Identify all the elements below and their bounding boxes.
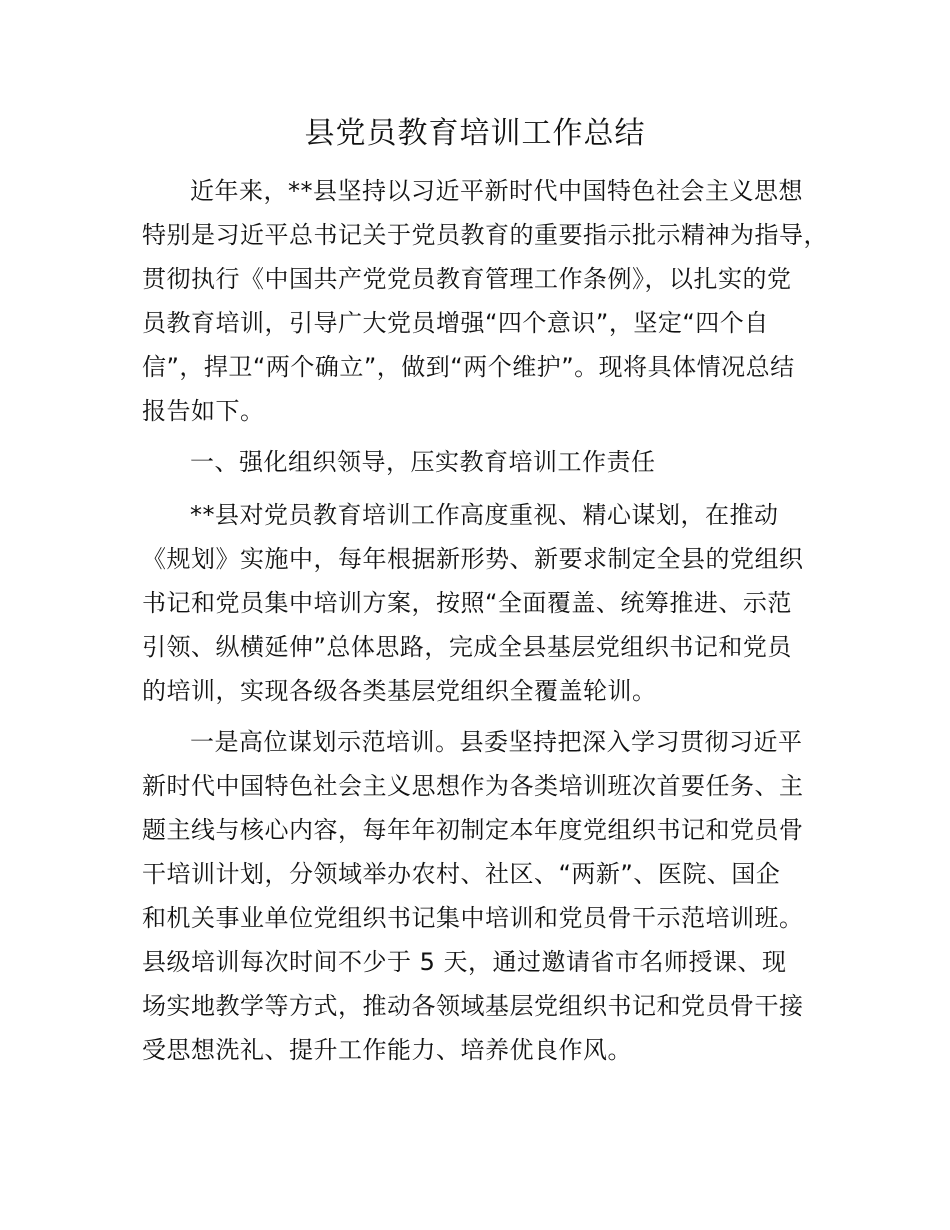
text-line: 题主线与核心内容，每年年初制定本年度党组织书记和党员骨 xyxy=(142,816,804,844)
text-line: 特别是习近平总书记关于党员教育的重要指示批示精神为指导， xyxy=(142,221,828,249)
text-line: 《规划》实施中，每年根据新形势、新要求制定全县的党组织 xyxy=(142,545,804,573)
text-line: 和机关事业单位党组织书记集中培训和党员骨干示范培训班。 xyxy=(142,904,804,932)
text-line: 书记和党员集中培训方案，按照“全面覆盖、统筹推进、示范 xyxy=(142,589,792,617)
text-line: 信”，捍卫“两个确立”，做到“两个维护”。现将具体情况总结 xyxy=(142,353,795,381)
paragraph-body xyxy=(142,493,842,713)
paragraph-body xyxy=(142,720,842,1072)
text-line: 一、强化组织领导，压实教育培训工作责任 xyxy=(190,448,656,476)
text-line: **县对党员教育培训工作高度重视、精心谋划，在推动 xyxy=(190,501,779,529)
document-title: 县党员教育培训工作总结 xyxy=(304,116,646,151)
text-line: 员教育培训，引导广大党员增强“四个意识”，坚定“四个自 xyxy=(142,309,769,337)
text-line: 贯彻执行《中国共产党党员教育管理工作条例》，以扎实的党 xyxy=(142,265,792,293)
text-line: 干培训计划，分领域举办农村、社区、“两新”、医院、国企 xyxy=(142,860,781,888)
text-line: 报告如下。 xyxy=(142,397,265,425)
text-line: 的培训，实现各级各类基层党组织全覆盖轮训。 xyxy=(142,677,657,705)
text-line: 县级培训每次时间不少于 5 天，通过邀请省市名师授课、现 xyxy=(142,948,787,976)
text-line: 引领、纵横延伸”总体思路，完成全县基层党组织书记和党员 xyxy=(142,633,792,661)
text-line: 一是高位谋划示范培训。县委坚持把深入学习贯彻习近平 xyxy=(190,728,803,756)
paragraph-intro xyxy=(142,169,842,433)
text-line: 场实地教学等方式，推动各领域基层党组织书记和党员骨干接 xyxy=(142,992,804,1020)
section-heading xyxy=(142,440,842,484)
text-line: 近年来，**县坚持以习近平新时代中国特色社会主义思想 xyxy=(190,177,803,205)
text-line: 新时代中国特色社会主义思想作为各类培训班次首要任务、主 xyxy=(142,772,804,800)
text-line: 受思想洗礼、提升工作能力、培养优良作风。 xyxy=(142,1036,632,1064)
